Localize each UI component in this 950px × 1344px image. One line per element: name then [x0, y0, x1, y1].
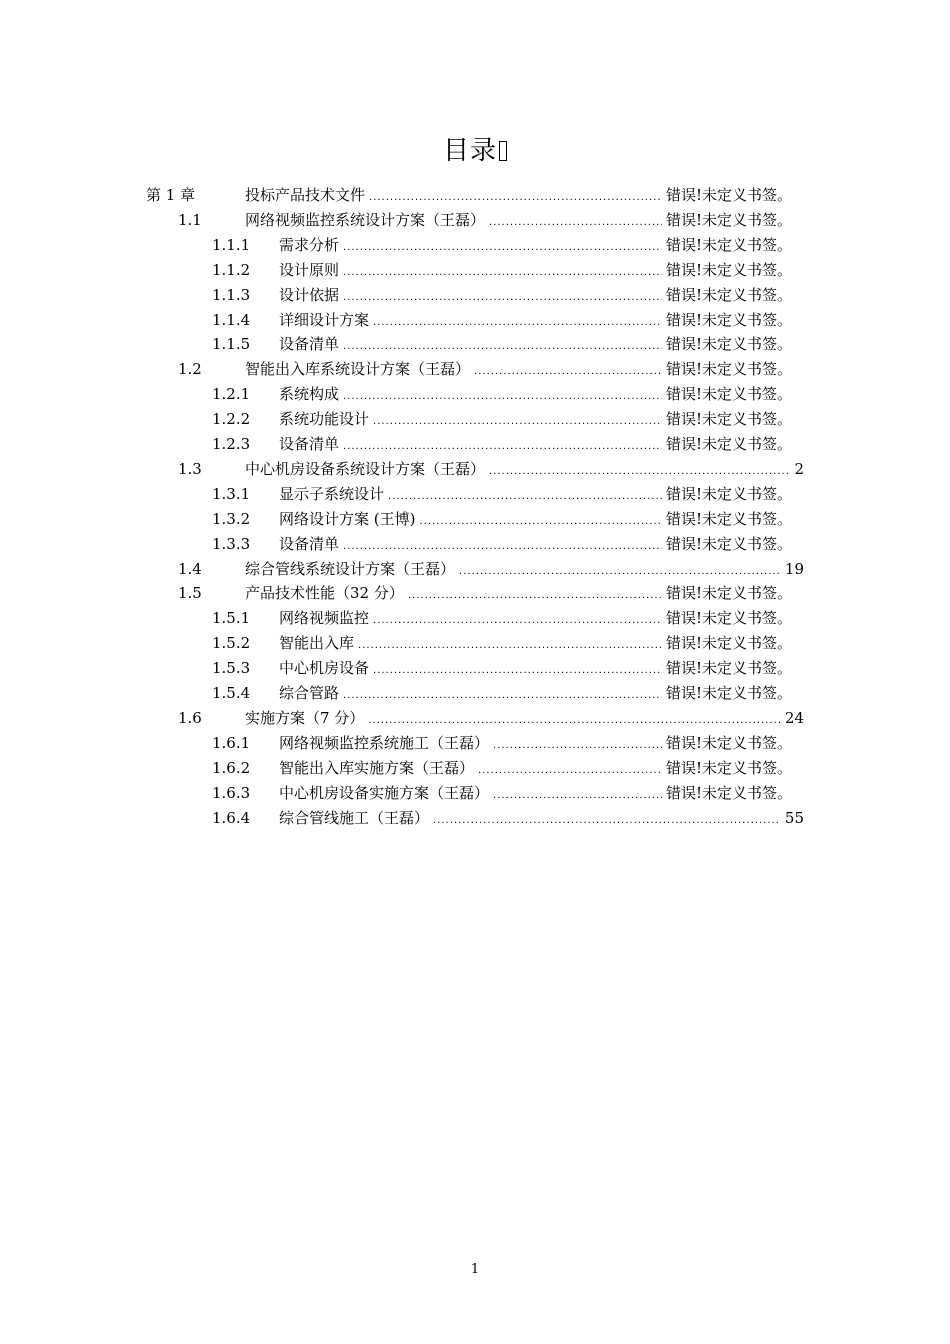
toc-leader-dots: [373, 608, 662, 633]
toc-entry-page: 19: [784, 559, 804, 578]
toc-entry-label: 综合管线施工（王磊）: [279, 808, 430, 827]
toc-entry-label: 投标产品技术文件: [245, 186, 366, 204]
toc-entry-number: 1.6.2: [212, 758, 251, 777]
page-number: 1: [470, 1262, 480, 1277]
toc-entry[interactable]: [212, 332, 804, 357]
toc-title-text: 目录: [442, 136, 497, 166]
toc-entry-page: 错误!未定义书签。: [666, 235, 793, 254]
toc-entry-page: 错误!未定义书签。: [666, 684, 793, 702]
toc-entry-page: 24: [784, 708, 804, 727]
toc-leader-dots: [369, 185, 662, 210]
toc-leader-dots: [343, 534, 662, 559]
toc-entry-number: 1.3: [178, 459, 202, 478]
toc-entry-page: 错误!未定义书签。: [666, 534, 793, 553]
toc-entry-number: 1.5.1: [212, 609, 251, 628]
toc-entry-label: 设备清单: [279, 335, 340, 354]
toc-entry-page: 错误!未定义书签。: [666, 609, 793, 628]
toc-entry[interactable]: [212, 681, 804, 706]
toc-leader-dots: [358, 633, 662, 658]
toc-entry-number: 1.1.4: [212, 310, 251, 329]
toc-entry-page: 错误!未定义书签。: [666, 435, 793, 453]
toc-entry[interactable]: [146, 183, 804, 208]
toc-entry[interactable]: [212, 631, 804, 656]
toc-entry-label: 设计原则: [279, 260, 340, 279]
toc-entry-page: 错误!未定义书签。: [666, 360, 793, 379]
toc-entry-number: 1.3.2: [212, 509, 251, 528]
toc-entry-number: 1.2.1: [212, 385, 251, 404]
toc-entry[interactable]: [212, 806, 804, 831]
toc-leader-dots: [343, 235, 662, 260]
toc-leader-dots: [343, 434, 662, 459]
toc-entry-number: 1.1.5: [212, 335, 251, 354]
toc-entry[interactable]: [212, 532, 804, 557]
toc-entry-page: 错误!未定义书签。: [666, 659, 793, 678]
toc-entry-label: 智能出入库: [279, 634, 355, 653]
toc-entry-page: 错误!未定义书签。: [666, 285, 793, 304]
toc-leader-dots: [373, 310, 662, 335]
toc-entry[interactable]: [212, 731, 804, 756]
toc-entry-page: 错误!未定义书签。: [666, 509, 793, 528]
toc-entry[interactable]: [178, 581, 804, 606]
toc-entry-number: 1.6.4: [212, 808, 251, 827]
toc-entry-page: 错误!未定义书签。: [666, 634, 793, 653]
toc-leader-dots: [478, 758, 662, 783]
toc-entry-label: 中心机房设备: [279, 659, 370, 678]
toc-entry[interactable]: [178, 357, 804, 382]
toc-entry[interactable]: [178, 706, 804, 731]
toc-entry[interactable]: [178, 457, 804, 482]
toc-entry-number: 1.3.3: [212, 534, 251, 553]
toc-leader-dots: [343, 384, 662, 409]
toc-entry-page: 2: [794, 459, 804, 478]
toc-entry-page: 错误!未定义书签。: [666, 385, 793, 404]
toc-entry[interactable]: [212, 283, 804, 308]
toc-entry[interactable]: [212, 781, 804, 806]
toc-entry-label: 智能出入库系统设计方案（王磊）: [245, 360, 471, 379]
toc-leader-dots: [493, 783, 662, 808]
toc-entry-page: 55: [784, 808, 804, 827]
toc-entry-label: 系统功能设计: [279, 410, 370, 429]
toc-title: [0, 133, 950, 169]
title-missing-glyph-icon: [499, 141, 507, 161]
toc-entry-page: 错误!未定义书签。: [666, 186, 793, 204]
toc-entry-number: 1.2.2: [212, 410, 251, 429]
toc-leader-dots: [388, 484, 662, 509]
toc-entry-page: 错误!未定义书签。: [666, 410, 793, 429]
toc-leader-dots: [408, 583, 662, 608]
toc-entry[interactable]: [212, 482, 804, 507]
toc-leader-dots: [489, 210, 662, 235]
toc-entry-label: 设备清单: [279, 534, 340, 553]
toc-leader-dots: [433, 808, 781, 833]
toc-entry-page: 错误!未定义书签。: [666, 260, 793, 279]
toc-leader-dots: [459, 559, 781, 584]
toc-entry-number: 1.1.3: [212, 285, 251, 304]
toc-entry-label: 综合管路: [279, 684, 340, 702]
toc-entry-page: 错误!未定义书签。: [666, 783, 793, 802]
toc-entry-page: 错误!未定义书签。: [666, 758, 793, 777]
toc-entry-number: 1.5: [178, 584, 202, 603]
toc-entry-page: 错误!未定义书签。: [666, 310, 793, 329]
toc-entry-label: 综合管线系统设计方案（王磊）: [245, 559, 456, 578]
toc-entry[interactable]: [212, 656, 804, 681]
toc-entry-number: 1.4: [178, 559, 202, 578]
toc-leader-dots: [373, 409, 662, 434]
toc-entry-label: 中心机房设备系统设计方案（王磊）: [245, 459, 486, 478]
toc-entry-label: 显示子系统设计: [279, 484, 385, 503]
toc-leader-dots: [343, 334, 662, 359]
toc-entry-number: 1.5.2: [212, 634, 251, 653]
toc-entry[interactable]: [212, 756, 804, 781]
toc-leader-dots: [343, 285, 662, 310]
toc-entry[interactable]: [212, 606, 804, 631]
toc-entry-label: 产品技术性能（32 分）: [245, 584, 404, 603]
toc-entry[interactable]: [212, 308, 804, 333]
toc-entry-label: 网络视频监控系统设计方案（王磊）: [245, 210, 486, 229]
toc-entry-page: 错误!未定义书签。: [666, 584, 793, 603]
toc-entry-label: 网络视频监控: [279, 609, 370, 628]
toc-leader-dots: [343, 260, 662, 285]
toc-entry[interactable]: [212, 407, 804, 432]
toc-entry-page: 错误!未定义书签。: [666, 210, 793, 229]
toc-entry-number: 1.5.3: [212, 659, 251, 678]
toc-entry[interactable]: [212, 507, 804, 532]
toc-entry-page: 错误!未定义书签。: [666, 484, 793, 503]
toc-entry[interactable]: [212, 258, 804, 283]
toc-entry-label: 设计依据: [279, 285, 340, 304]
toc-entry-label: 详细设计方案: [279, 310, 370, 329]
toc-entry[interactable]: [178, 557, 804, 582]
toc-entry-label: 网络视频监控系统施工（王磊）: [279, 733, 490, 752]
toc-entry-label: 设备清单: [279, 435, 340, 453]
toc-entry-page: 错误!未定义书签。: [666, 335, 793, 354]
toc-entry-label: 网络设计方案 (王博): [279, 509, 416, 528]
toc-entry[interactable]: [212, 382, 804, 407]
toc-leader-dots: [343, 683, 662, 708]
toc-entry-number: 1.5.4: [212, 684, 251, 702]
toc-entry-number: 1.6: [178, 708, 202, 727]
page-footer: [0, 1262, 950, 1277]
toc-entry[interactable]: [212, 432, 804, 457]
toc-entry[interactable]: [178, 208, 804, 233]
toc-entry-label: 需求分析: [279, 235, 340, 254]
toc-entry-number: 1.2.3: [212, 435, 251, 453]
toc-entry-number: 1.1.1: [212, 235, 251, 254]
toc-entry[interactable]: [212, 233, 804, 258]
toc-entry-number: 1.1.2: [212, 260, 251, 279]
toc-entry-number: 1.1: [178, 210, 202, 229]
toc-entry-number: 第 1 章: [146, 186, 196, 204]
toc-entry-label: 中心机房设备实施方案（王磊）: [279, 783, 490, 802]
toc-entry-number: 1.3.1: [212, 484, 251, 503]
toc-entry-label: 系统构成: [279, 385, 340, 404]
toc-leader-dots: [419, 509, 662, 534]
toc-leader-dots: [474, 359, 662, 384]
toc-entry-number: 1.6.3: [212, 783, 251, 802]
toc-leader-dots: [368, 708, 781, 733]
toc-entry-number: 1.2: [178, 360, 202, 379]
toc-leader-dots: [489, 459, 790, 484]
toc-entry-number: 1.6.1: [212, 733, 251, 752]
toc-leader-dots: [493, 733, 662, 758]
toc-entry-label: 智能出入库实施方案（王磊）: [279, 758, 475, 777]
toc-entry-page: 错误!未定义书签。: [666, 733, 793, 752]
toc-leader-dots: [373, 658, 662, 683]
toc-entry-label: 实施方案（7 分）: [245, 708, 365, 727]
